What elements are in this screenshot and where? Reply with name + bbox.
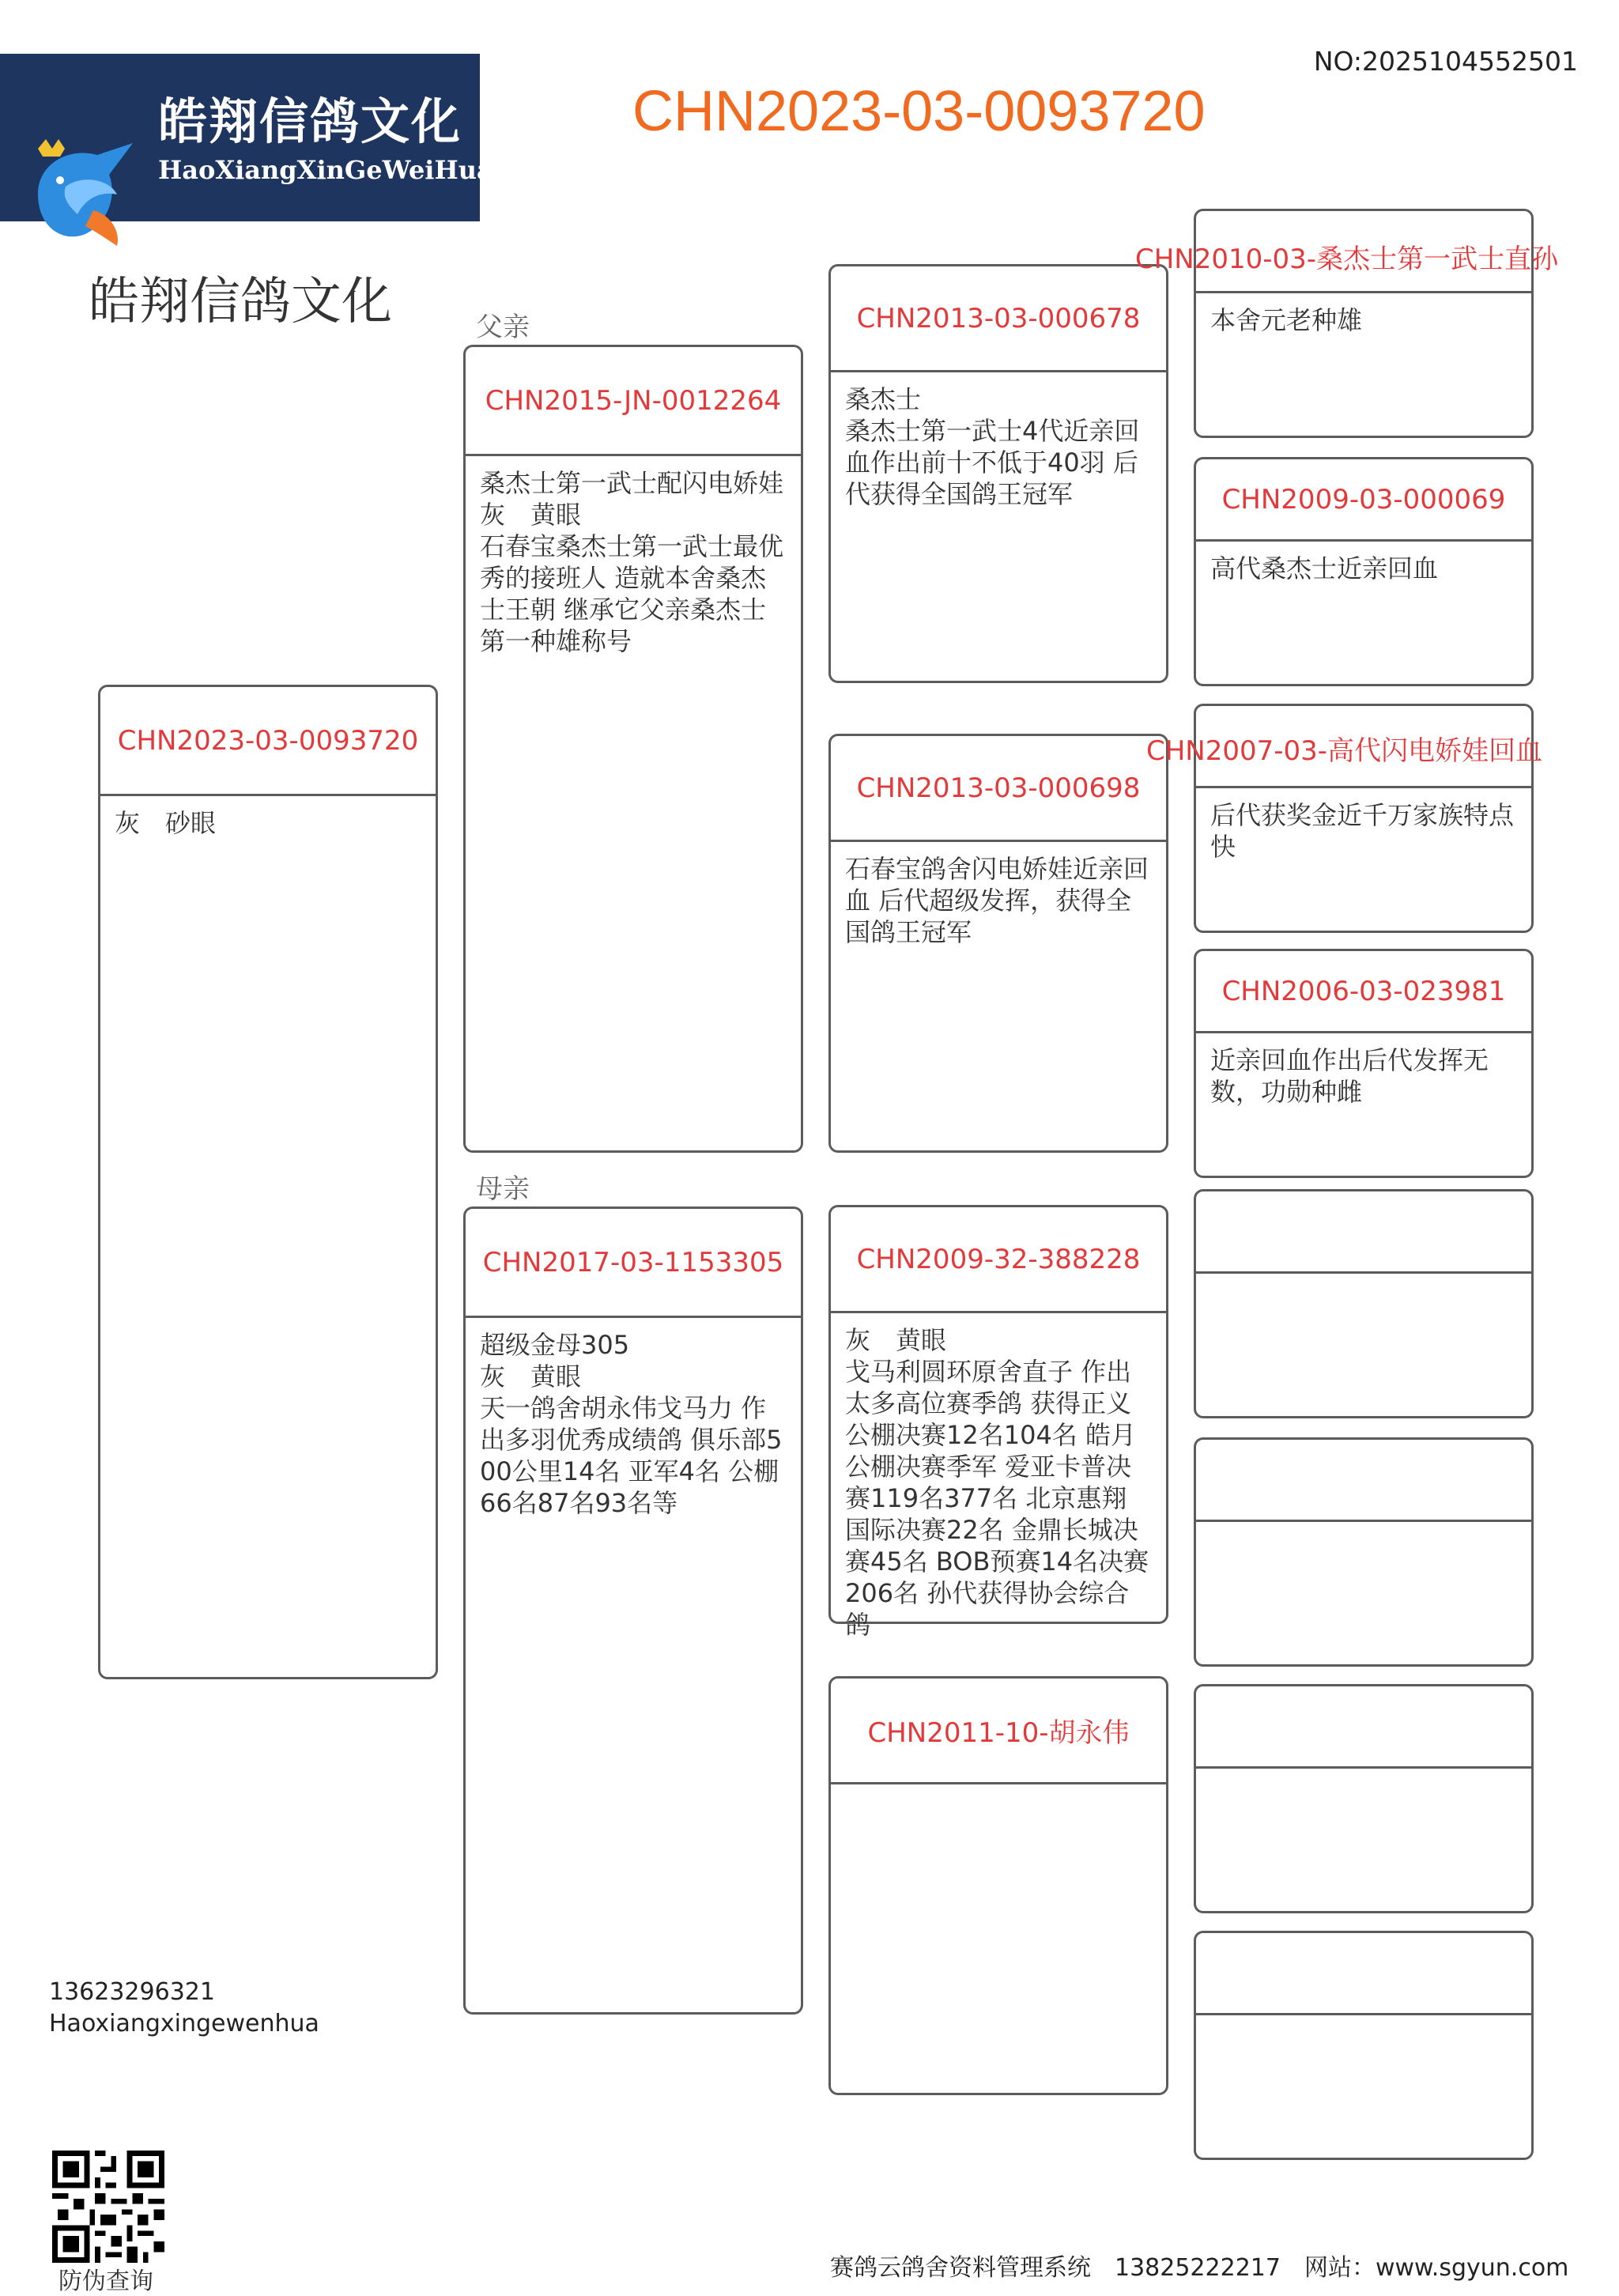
mother-label: 母亲 <box>476 1173 530 1205</box>
ggp-card-2 <box>1194 457 1534 686</box>
dam-dam-card <box>828 1676 1168 2095</box>
qr-code-icon[interactable] <box>52 2151 164 2263</box>
dam-sire-desc: 灰 黄眼 戈马利圆环原舍直子 作出太多高位赛季鸽 获得正义公棚决赛12名104名 皓月公棚决赛季军 爱亚卡普决赛119名377名 北京惠翔国际决赛22名 金鼎长城决赛45名 BOB预赛14名决赛206名 孙代获得协会综合鸽 <box>845 1325 1149 1640</box>
ggp-ring-3-text: CHN2007-03-高代闪电娇娃回血 <box>1146 735 1543 767</box>
qr-label: 防伪查询 <box>58 2268 153 2295</box>
ggp-desc-8 <box>1196 2015 1531 2158</box>
ggp-ring-2: CHN2009-03-000069 <box>1196 459 1531 542</box>
ggp-card-7 <box>1194 1684 1534 1913</box>
sire-sire-ring: CHN2013-03-000678 <box>831 266 1166 372</box>
ggp-ring-5 <box>1196 1191 1531 1274</box>
ggp-desc-5 <box>1196 1274 1531 1416</box>
company-name: 皓翔信鸽文化 <box>89 273 392 331</box>
subject-ring: CHN2023-03-0093720 <box>100 687 436 796</box>
dam-card <box>463 1207 803 2015</box>
dam-sire-card <box>828 1205 1168 1640</box>
ggp-card-4 <box>1194 949 1534 1178</box>
logo-text-cn: 皓翔信鸽文化 <box>158 93 462 150</box>
dam-ring: CHN2017-03-1153305 <box>466 1209 801 1318</box>
main-ring-number: CHN2023-03-0093720 <box>632 80 1206 143</box>
ggp-ring-4: CHN2006-03-023981 <box>1196 951 1531 1033</box>
ggp-card-8 <box>1194 1931 1534 2160</box>
father-label: 父亲 <box>476 312 530 343</box>
sire-dam-desc: 石春宝鸽舍闪电娇娃近亲回血 后代超级发挥，获得全国鸽王冠军 <box>845 854 1149 947</box>
ggp-ring-1-text: CHN2010-03-桑杰士第一武士直孙 <box>1135 244 1559 275</box>
dam-sire-ring: CHN2009-32-388228 <box>831 1207 1166 1313</box>
pigeon-logo-icon <box>22 139 141 250</box>
document-number: NO:2025104552501 <box>1313 46 1578 77</box>
subject-desc: 灰 砂眼 <box>115 808 217 838</box>
ggp-desc-3: 后代获奖金近千万家族特点快 <box>1210 800 1515 862</box>
contact-name: Haoxiangxingewenhua <box>49 2010 319 2037</box>
subject-card <box>98 685 438 1679</box>
ggp-card-6 <box>1194 1437 1534 1667</box>
ggp-card-5 <box>1194 1189 1534 1418</box>
ggp-desc-6 <box>1196 1522 1531 1664</box>
ggp-desc-2: 高代桑杰士近亲回血 <box>1210 553 1439 583</box>
sire-sire-desc: 桑杰士 桑杰士第一武士4代近亲回血作出前十不低于40羽 后代获得全国鸽王冠军 <box>845 384 1140 509</box>
dam-dam-ring: CHN2011-10-胡永伟 <box>831 1679 1166 1784</box>
ggp-desc-7 <box>1196 1769 1531 1911</box>
contact-phone: 13623296321 <box>49 1978 215 2006</box>
ggp-desc-4: 近亲回血作出后代发挥无数，功勋种雌 <box>1210 1045 1489 1107</box>
sire-dam-card <box>828 734 1168 1153</box>
ggp-ring-8 <box>1196 1933 1531 2015</box>
sire-dam-ring: CHN2013-03-000698 <box>831 736 1166 842</box>
footer-info: 赛鸽云鸽舍资料管理系统 13825222217 网站：www.sgyun.com <box>830 2254 1569 2282</box>
ggp-ring-7 <box>1196 1686 1531 1769</box>
logo-text-en: HaoXiangXinGeWeiHua <box>158 155 493 185</box>
sire-ring: CHN2015-JN-0012264 <box>466 347 801 456</box>
ggp-ring-6 <box>1196 1440 1531 1522</box>
dam-dam-desc <box>831 1784 1166 2093</box>
sire-card <box>463 345 803 1153</box>
sire-sire-card <box>828 264 1168 683</box>
sire-desc: 桑杰士第一武士配闪电娇娃 灰 黄眼 石春宝桑杰士第一武士最优秀的接班人 造就本舍桑杰士王朝 继承它父亲桑杰士第一种雄称号 <box>480 468 784 656</box>
dam-desc: 超级金母305 灰 黄眼 天一鸽舍胡永伟戈马力 作出多羽优秀成绩鸽 俱乐部500公里14名 亚军4名 公棚66名87名93名等 <box>480 1330 783 1518</box>
ggp-desc-1: 本舍元老种雄 <box>1210 305 1363 335</box>
